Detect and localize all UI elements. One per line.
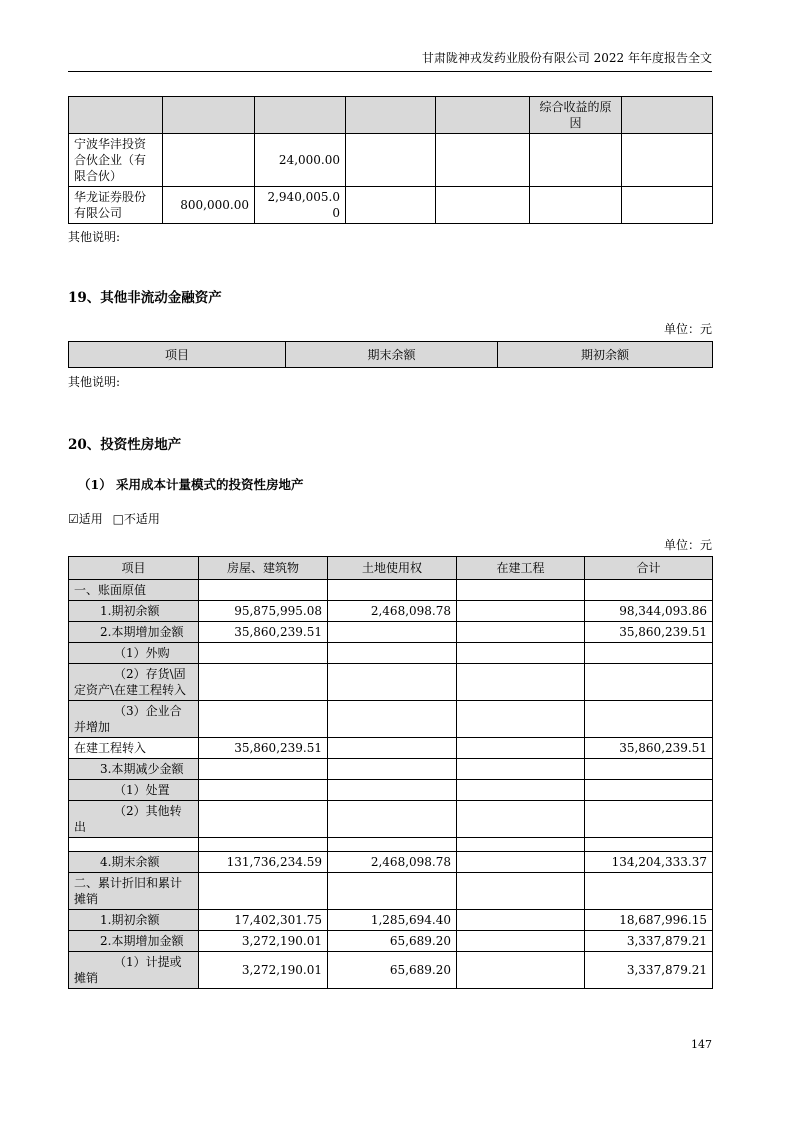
value-cell	[199, 801, 328, 838]
value-cell	[457, 701, 585, 738]
value-cell: 65,689.20	[328, 931, 457, 952]
value-cell: 95,875,995.08	[199, 601, 328, 622]
header-cell: 期初余额	[498, 342, 713, 368]
applicability-statement	[68, 511, 712, 528]
row-label-cell: 二、累计折旧和累计摊销	[69, 873, 199, 910]
value-cell	[457, 759, 585, 780]
row-label-cell: 在建工程转入	[69, 738, 199, 759]
other-noncurrent-financial-assets-table	[68, 341, 713, 368]
unit-label: 单位：元	[663, 322, 712, 336]
value-cell	[585, 873, 713, 910]
value-cell: 98,344,093.86	[585, 601, 713, 622]
table-row	[69, 738, 713, 759]
header-cell	[436, 97, 530, 134]
value-cell: 134,204,333.37	[585, 852, 713, 873]
row-label-cell: 华龙证券股份有限公司	[69, 187, 163, 224]
row-label-cell: （1）外购	[69, 643, 199, 664]
table-row	[69, 187, 713, 224]
value-cell	[199, 759, 328, 780]
value-cell	[622, 134, 713, 187]
value-cell	[585, 838, 713, 852]
table-row	[69, 759, 713, 780]
header-cell: 综合收益的原因	[530, 97, 622, 134]
value-cell	[328, 759, 457, 780]
table-row	[69, 601, 713, 622]
row-label-cell: 1.期初余额	[69, 601, 199, 622]
value-cell	[457, 780, 585, 801]
value-cell	[199, 701, 328, 738]
table-row	[69, 664, 713, 701]
table-row	[69, 801, 713, 838]
table-row	[69, 701, 713, 738]
subsection-heading: （1） 采用成本计量模式的投资性房地产	[78, 477, 304, 492]
value-cell: 24,000.00	[255, 134, 346, 187]
value-cell	[163, 134, 255, 187]
value-cell	[328, 738, 457, 759]
value-cell: 3,337,879.21	[585, 952, 713, 989]
value-cell	[585, 664, 713, 701]
table-header-row	[69, 97, 713, 134]
value-cell	[457, 643, 585, 664]
value-cell	[436, 134, 530, 187]
value-cell	[199, 873, 328, 910]
value-cell	[530, 187, 622, 224]
unit-label: 单位：元	[663, 538, 712, 552]
value-cell	[346, 134, 436, 187]
value-cell	[457, 838, 585, 852]
value-cell	[328, 580, 457, 601]
table-header-row	[69, 342, 713, 368]
value-cell	[328, 622, 457, 643]
header-cell	[346, 97, 436, 134]
value-cell	[199, 780, 328, 801]
row-label-cell: 一、账面原值	[69, 580, 199, 601]
value-cell: 2,468,098.78	[328, 852, 457, 873]
value-cell: 35,860,239.51	[199, 622, 328, 643]
table-row	[69, 580, 713, 601]
row-label-cell: 1.期初余额	[69, 910, 199, 931]
row-label-cell: （1）处置	[69, 780, 199, 801]
report-header	[68, 50, 712, 72]
value-cell: 17,402,301.75	[199, 910, 328, 931]
header-cell	[255, 97, 346, 134]
value-cell	[585, 643, 713, 664]
value-cell	[585, 580, 713, 601]
row-label-cell: 3.本期减少金额	[69, 759, 199, 780]
table-row	[69, 952, 713, 989]
value-cell	[457, 801, 585, 838]
table-row	[69, 931, 713, 952]
value-cell	[457, 738, 585, 759]
value-cell: 3,272,190.01	[199, 931, 328, 952]
section-20-heading: 20、投资性房地产	[68, 437, 182, 453]
investment-property-table	[68, 556, 713, 989]
table-row	[69, 134, 713, 187]
other-notes-label: 其他说明:	[68, 375, 121, 389]
value-cell	[457, 622, 585, 643]
value-cell	[457, 580, 585, 601]
table-row	[69, 910, 713, 931]
value-cell	[328, 664, 457, 701]
value-cell	[199, 580, 328, 601]
header-cell: 项目	[69, 557, 199, 580]
value-cell	[457, 952, 585, 989]
header-cell: 合计	[585, 557, 713, 580]
value-cell	[530, 134, 622, 187]
page-number: 147	[691, 1038, 712, 1051]
continuation-table	[68, 96, 713, 224]
row-label-cell: 2.本期增加金额	[69, 931, 199, 952]
header-cell	[622, 97, 713, 134]
report-title: 甘肃陇神戎发药业股份有限公司 2022 年年度报告全文	[421, 51, 712, 65]
value-cell: 3,337,879.21	[585, 931, 713, 952]
value-cell	[346, 187, 436, 224]
value-cell	[199, 838, 328, 852]
header-cell: 在建工程	[457, 557, 585, 580]
value-cell	[328, 838, 457, 852]
row-label-cell: 2.本期增加金额	[69, 622, 199, 643]
header-cell	[69, 97, 163, 134]
value-cell	[585, 801, 713, 838]
value-cell	[622, 187, 713, 224]
value-cell: 2,940,005.00	[255, 187, 346, 224]
table-row	[69, 643, 713, 664]
value-cell: 35,860,239.51	[585, 738, 713, 759]
value-cell: 65,689.20	[328, 952, 457, 989]
value-cell	[585, 780, 713, 801]
value-cell	[328, 801, 457, 838]
row-label-cell: （2）其他转出	[69, 801, 199, 838]
value-cell	[436, 187, 530, 224]
value-cell: 2,468,098.78	[328, 601, 457, 622]
value-cell	[457, 601, 585, 622]
value-cell: 800,000.00	[163, 187, 255, 224]
value-cell	[328, 701, 457, 738]
value-cell	[457, 931, 585, 952]
header-cell	[163, 97, 255, 134]
value-cell	[328, 873, 457, 910]
row-label-cell: （3）企业合并增加	[69, 701, 199, 738]
table-row	[69, 780, 713, 801]
section-19-heading: 19、其他非流动金融资产	[68, 290, 222, 306]
header-cell: 土地使用权	[328, 557, 457, 580]
table-row	[69, 622, 713, 643]
value-cell: 131,736,234.59	[199, 852, 328, 873]
value-cell	[457, 910, 585, 931]
value-cell	[199, 643, 328, 664]
value-cell: 35,860,239.51	[585, 622, 713, 643]
table-header-row	[69, 557, 713, 580]
header-cell: 房屋、建筑物	[199, 557, 328, 580]
header-cell: 项目	[69, 342, 286, 368]
value-cell	[199, 664, 328, 701]
value-cell	[585, 759, 713, 780]
row-label-cell: （1）计提或摊销	[69, 952, 199, 989]
value-cell	[328, 643, 457, 664]
header-cell: 期末余额	[286, 342, 498, 368]
value-cell: 35,860,239.51	[199, 738, 328, 759]
value-cell	[457, 852, 585, 873]
value-cell	[457, 873, 585, 910]
table-row	[69, 838, 713, 852]
applicable-checkbox: ☑适用	[68, 512, 103, 526]
row-label-cell: 4.期末余额	[69, 852, 199, 873]
value-cell: 1,285,694.40	[328, 910, 457, 931]
row-label-cell: （2）存货\固定资产\在建工程转入	[69, 664, 199, 701]
value-cell: 3,272,190.01	[199, 952, 328, 989]
row-label-cell: 宁波华沣投资合伙企业（有限合伙）	[69, 134, 163, 187]
not-applicable-checkbox: □不适用	[112, 512, 160, 526]
table-row	[69, 873, 713, 910]
value-cell	[328, 780, 457, 801]
table-row	[69, 852, 713, 873]
value-cell	[457, 664, 585, 701]
row-label-cell	[69, 838, 199, 852]
value-cell	[585, 701, 713, 738]
value-cell: 18,687,996.15	[585, 910, 713, 931]
other-notes-label: 其他说明:	[68, 230, 121, 244]
